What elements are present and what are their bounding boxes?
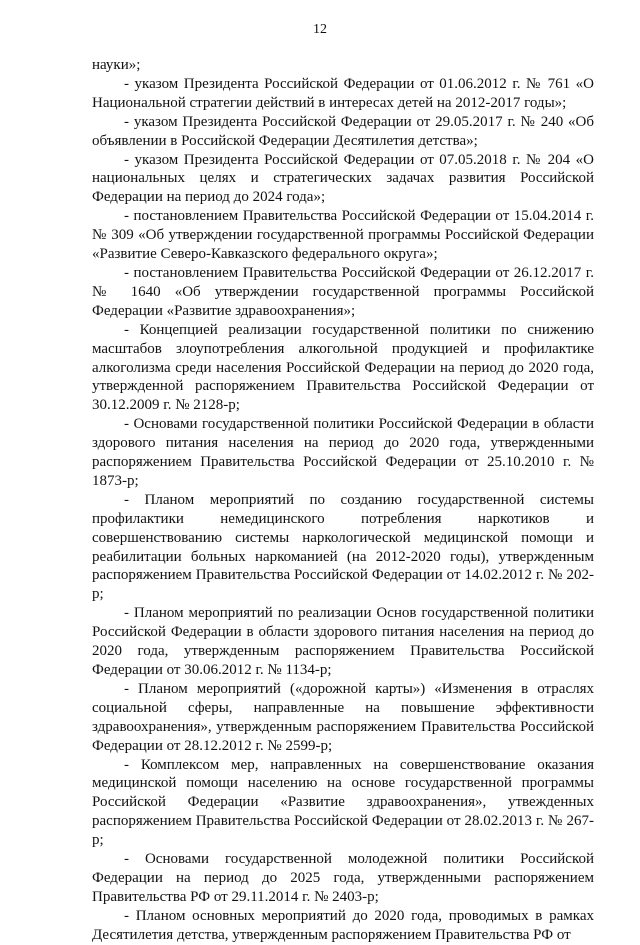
list-item-measures-267: - Комплексом мер, направленных на совершенствование оказания медицинской помощи населению на основе государственной программы Российской Федерации «Развитие здравоохранения», утвежденных распоряжением Правительства Российской Федерации от 28.02.2013 г. № 267-р; [92,756,594,849]
list-item-resolution-309: - постановлением Правительства Российской Федерации от 15.04.2014 г. № 309 «Об утверждении государственной программы Российской Федерации «Развитие Северо-Кавказского федерального округа»; [92,208,594,263]
list-item-concept-2128: - Концепцией реализации государственной политики по снижению масштабов злоупотребления алкогольной продукцией и профилактике алкоголизма среди населения Российской Федерации на период до 2020 года, утвержденной распоряжением Правительства Российской Федерации от 30.12.2009 г. № 2128-р; [92,321,594,414]
paragraph-continuation: науки»; [92,57,141,73]
list-item-decree-761: - указом Президента Российской Федерации от 01.06.2012 г. № 761 «О Национальной стратегии действий в интересах детей на 2012-2017 годы»; [92,75,594,111]
list-item-nutrition-plan-1134: - Планом мероприятий по реализации Основ государственной политики Российской Федерации в области здорового питания населения на период до 2020 года, утвержденным распоряжением Правительства Российской Федерации от 30.06.2012 г. № 1134-р; [92,605,594,678]
list-item-decree-240: - указом Президента Российской Федерации от 29.05.2017 г. № 240 «Об объявлении в Российской Федерации Десятилетия детства»; [92,113,594,149]
list-item-childhood-decade-plan: - Планом основных мероприятий до 2020 года, проводимых в рамках Десятилетия детства, утвержденным распоряжением Правительства РФ от [92,907,594,943]
list-item-decree-204: - указом Президента Российской Федерации от 07.05.2018 г. № 204 «О национальных целях и стратегических задачах развития Российской Федерации на период до 2024 года»; [92,151,594,206]
list-item-roadmap-2599: - Планом мероприятий («дорожной карты») «Изменения в отраслях социальной сферы, направленные на повышение эффективности здравоохранения», утвержденным распоряжением Правительства Российской Федерации от 28.12.2012 г. № 2599-р; [92,680,594,754]
document-body [92,56,594,945]
list-item-drug-prevention-plan-202: - Планом мероприятий по созданию государственной системы профилактики немедицинского потребления наркотиков и совершенствованию системы наркологической медицинской помощи и реабилитации больных наркоманией (на 2012-2020 годы), утвержденным распоряжением Правительства Российской Федерации от 14.02.2012 г. № 202-р; [92,491,594,603]
page-number: 12 [313,22,327,37]
list-item-resolution-1640: - постановлением Правительства Российской Федерации от 26.12.2017 г. № 1640 «Об утверждении государственной программы Российской Федерации «Развитие здравоохранения»; [92,264,594,319]
list-item-nutrition-basics-1873: - Основами государственной политики Российской Федерации в области здорового питания населения на период до 2020 года, утвержденными распоряжением Правительства Российской Федерации от 25.10.2010 г. № 1873-р; [92,416,594,489]
list-item-youth-policy-2403: - Основами государственной молодежной политики Российской Федерации на период до 2025 года, утвержденными распоряжением Правительства РФ от 29.11.2014 г. № 2403-р; [92,851,594,905]
